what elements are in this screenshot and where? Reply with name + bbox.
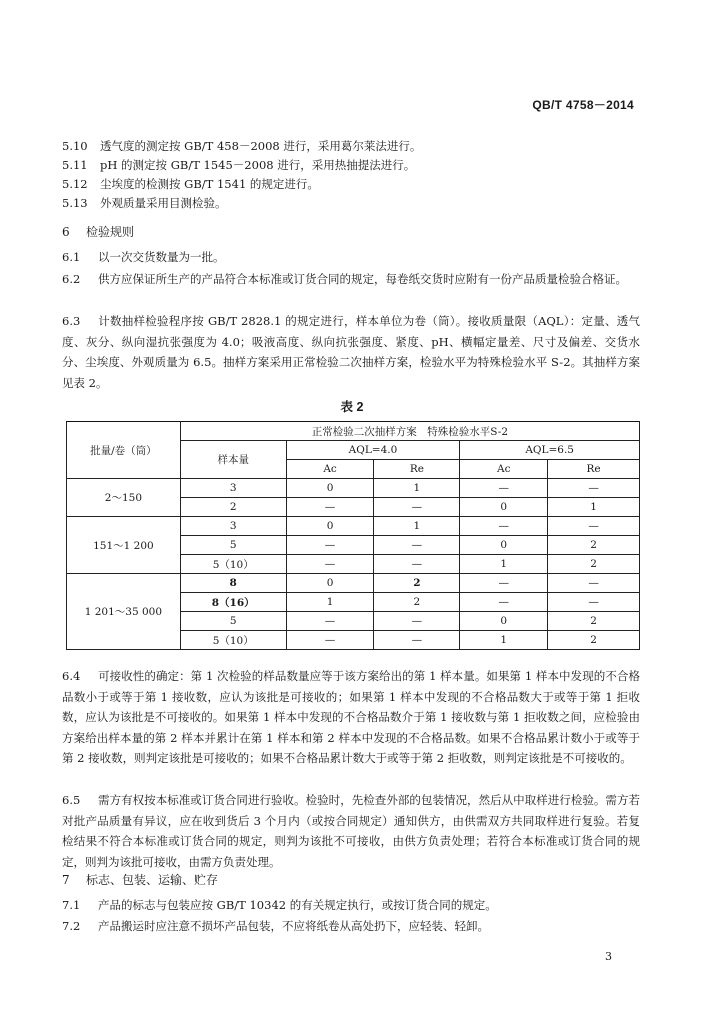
sampling-plan-table bbox=[66, 421, 640, 650]
table-row bbox=[67, 517, 640, 536]
section-number: 6 bbox=[62, 225, 70, 239]
ac-header: Ac bbox=[286, 460, 374, 479]
clause-5-11 bbox=[62, 156, 640, 174]
batch-cell: 2～150 bbox=[67, 479, 181, 517]
re-cell: 1 bbox=[374, 517, 460, 536]
clause-7-2 bbox=[62, 916, 640, 937]
ac-cell: 0 bbox=[460, 536, 548, 555]
ac-cell: 0 bbox=[286, 574, 374, 593]
re-cell: 1 bbox=[548, 498, 640, 517]
document-code: QB/T 4758－2014 bbox=[532, 98, 634, 112]
re-cell: — bbox=[548, 479, 640, 498]
re-cell: — bbox=[548, 593, 640, 612]
clause-number: 6.4 bbox=[62, 669, 81, 683]
clause-number: 6.1 bbox=[62, 250, 81, 264]
re-cell: 2 bbox=[548, 536, 640, 555]
section-7-heading bbox=[62, 871, 218, 888]
ac-cell: — bbox=[286, 612, 374, 631]
ac-cell: 0 bbox=[460, 498, 548, 517]
batch-header: 批量/卷（筒） bbox=[67, 422, 181, 479]
clause-number: 6.3 bbox=[62, 314, 81, 328]
ac-cell: 1 bbox=[286, 593, 374, 612]
re-cell: 2 bbox=[548, 631, 640, 650]
clause-6-4 bbox=[62, 666, 640, 769]
ac-cell: — bbox=[460, 479, 548, 498]
ac-cell: — bbox=[460, 517, 548, 536]
re-cell: — bbox=[374, 555, 460, 574]
sample-size-cell: 8（16） bbox=[180, 593, 286, 612]
clause-text: 可接收性的确定：第 1 次检验的样品数量应等于该方案给出的第 1 样本量。如果第 1 样本中发现的不合格品数小于或等于第 1 接收数，应认为该批是可接收的；如果第 1 样本中发现的不合格品数大于或等于第 1 拒收数，应认为该批是不可接收的。如果第 1 样本中发现的不合格品数介于第 1 接收数与第 1 拒收数之间，应检验由方案给出样本量的第 2 样本并累计在第 1 样本和第 2 样本中发现的不合格品数。如果不合格品累计数小于或等于第 2 接收数，则判定该批是可接收的；如果不合格品累计数大于或等于第 2 拒收数，则判定该批是不可接收的。 bbox=[62, 669, 640, 765]
ac-cell: 1 bbox=[460, 631, 548, 650]
table-row bbox=[67, 574, 640, 593]
ac-cell: 0 bbox=[286, 517, 374, 536]
sample-size-cell: 5（10） bbox=[180, 555, 286, 574]
clause-5-13 bbox=[62, 194, 640, 212]
clause-number: 5.13 bbox=[62, 196, 88, 210]
batch-cell: 1 201～35 000 bbox=[67, 574, 181, 650]
clause-text: pH 的测定按 GB/T 1545－2008 进行，采用热抽提法进行。 bbox=[100, 158, 416, 172]
clause-number: 6.5 bbox=[62, 793, 81, 807]
clause-text: 供方应保证所生产的产品符合本标准或订货合同的规定，每卷纸交货时应附有一份产品质量检验合格证。 bbox=[98, 272, 627, 286]
sample-size-cell: 5 bbox=[180, 612, 286, 631]
re-cell: — bbox=[548, 574, 640, 593]
re-cell: — bbox=[374, 536, 460, 555]
re-cell: 1 bbox=[374, 479, 460, 498]
section-number: 7 bbox=[62, 873, 70, 887]
re-cell: 2 bbox=[548, 555, 640, 574]
clause-text: 计数抽样检验程序按 GB/T 2828.1 的规定进行，样本单位为卷（筒）。接收质量限（AQL）：定量、透气度、灰分、纵向湿抗张强度为 4.0；吸液高度、纵向抗张强度、紧度、pH、横幅定量差、尺寸及偏差、交货水分、尘埃度、外观质量为 6.5。抽样方案采用正常检验二次抽样方案，检验水平为特殊检验水平 S-2。其抽样方案见表 2。 bbox=[62, 314, 640, 390]
ac-cell: — bbox=[286, 631, 374, 650]
ac-cell: 0 bbox=[460, 612, 548, 631]
table-row bbox=[67, 479, 640, 498]
section-title: 检验规则 bbox=[86, 225, 135, 239]
clause-6-2 bbox=[62, 269, 640, 290]
clause-text: 尘埃度的检测按 GB/T 1541 的规定进行。 bbox=[100, 177, 319, 191]
sample-size-cell: 5 bbox=[180, 536, 286, 555]
clause-6-1 bbox=[62, 247, 640, 268]
clause-number: 6.2 bbox=[62, 272, 81, 286]
clause-7-1 bbox=[62, 895, 640, 916]
ac-cell: — bbox=[286, 498, 374, 517]
clause-number: 7.1 bbox=[62, 898, 81, 912]
clause-text: 以一次交货数量为一批。 bbox=[98, 250, 225, 264]
clause-5-12 bbox=[62, 175, 640, 193]
sample-size-cell: 2 bbox=[180, 498, 286, 517]
ac-cell: — bbox=[460, 574, 548, 593]
re-cell: 2 bbox=[548, 612, 640, 631]
ac-cell: — bbox=[286, 555, 374, 574]
re-cell: 2 bbox=[374, 574, 460, 593]
sample-size-header: 样本量 bbox=[180, 441, 286, 479]
clause-text: 需方有权按本标准或订货合同进行验收。检验时，先检查外部的包装情况，然后从中取样进行检验。需方若对批产品质量有异议，应在收到货后 3 个月内（或按合同规定）通知供方，由供需双方共同取样进行复验。若复检结果不符合本标准或订货合同的规定，则判为该批不可接收，由供方负责处理；若符合本标准或订货合同的规定，则判为该批可接收，由需方负责处理。 bbox=[62, 793, 640, 869]
aql-6-5-header: AQL=6.5 bbox=[460, 441, 640, 460]
re-cell: — bbox=[548, 517, 640, 536]
sample-size-cell: 3 bbox=[180, 479, 286, 498]
table-header-row bbox=[67, 422, 640, 441]
aql-4-header: AQL=4.0 bbox=[286, 441, 460, 460]
ac-header: Ac bbox=[460, 460, 548, 479]
clause-text: 外观质量采用目测检验。 bbox=[100, 196, 227, 210]
section-title: 标志、包装、运输、贮存 bbox=[86, 873, 219, 887]
ac-cell: — bbox=[286, 536, 374, 555]
clause-6-5 bbox=[62, 790, 640, 872]
sample-size-cell: 3 bbox=[180, 517, 286, 536]
page-number: 3 bbox=[605, 950, 612, 963]
table-title: 表 2 bbox=[340, 400, 364, 414]
clause-number: 7.2 bbox=[62, 919, 81, 933]
clause-number: 5.10 bbox=[62, 139, 88, 153]
clause-number: 5.12 bbox=[62, 177, 88, 191]
ac-cell: 1 bbox=[460, 555, 548, 574]
re-header: Re bbox=[374, 460, 460, 479]
clause-6-3 bbox=[62, 311, 640, 393]
clause-text: 产品的标志与包装应按 GB/T 10342 的有关规定执行，或按订货合同的规定。 bbox=[98, 898, 497, 912]
section-6-heading bbox=[62, 223, 134, 240]
sample-size-cell: 8 bbox=[180, 574, 286, 593]
plan-header: 正常检验二次抽样方案 特殊检验水平S-2 bbox=[180, 422, 639, 441]
re-cell: 2 bbox=[374, 593, 460, 612]
sample-size-cell: 5（10） bbox=[180, 631, 286, 650]
re-cell: — bbox=[374, 612, 460, 631]
ac-cell: 0 bbox=[286, 479, 374, 498]
clause-text: 产品搬运时应注意不损坏产品包装，不应将纸卷从高处扔下，应轻装、轻卸。 bbox=[98, 919, 489, 933]
ac-cell: — bbox=[460, 593, 548, 612]
clause-text: 透气度的测定按 GB/T 458－2008 进行，采用葛尔莱法进行。 bbox=[100, 139, 422, 153]
batch-cell: 151～1 200 bbox=[67, 517, 181, 574]
re-cell: — bbox=[374, 498, 460, 517]
clause-number: 5.11 bbox=[62, 158, 88, 172]
re-header: Re bbox=[548, 460, 640, 479]
clause-5-10 bbox=[62, 137, 640, 155]
re-cell: — bbox=[374, 631, 460, 650]
